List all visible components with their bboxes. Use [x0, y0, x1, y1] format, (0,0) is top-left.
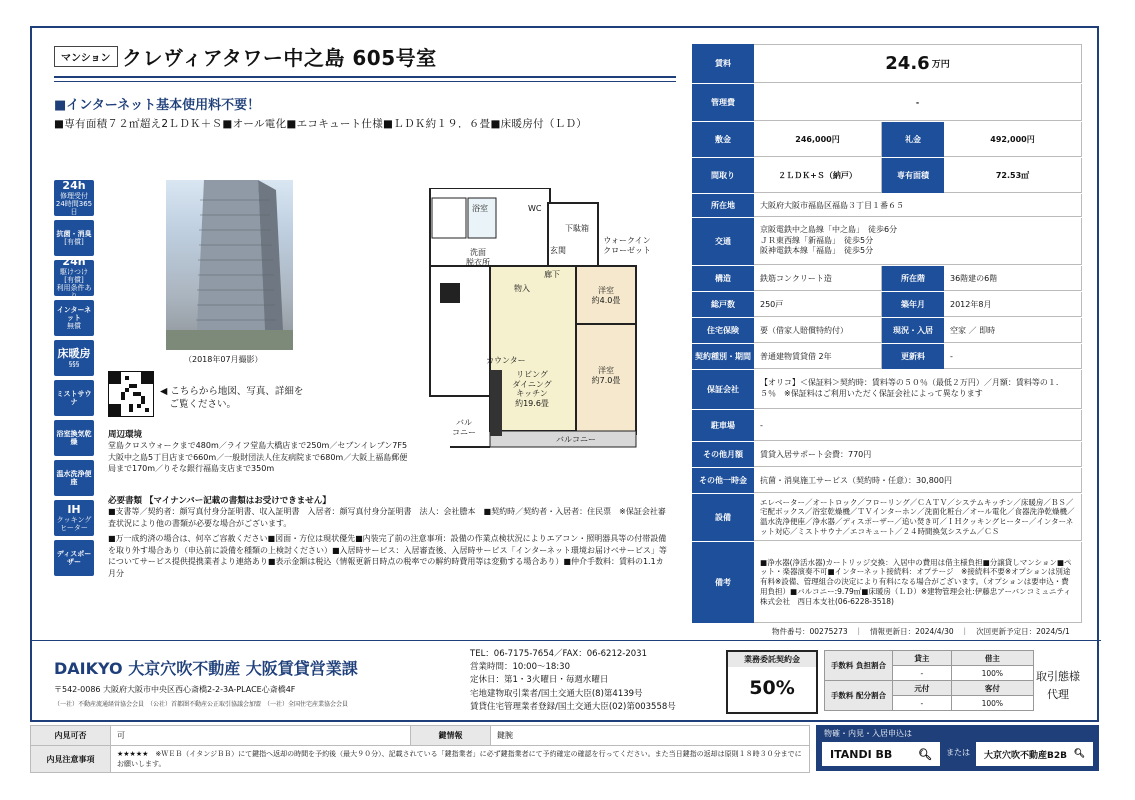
- icon-title: インターネット: [56, 305, 92, 322]
- company-logo: DAIKYO 大京穴吹不動産 大阪賃貸営業課: [54, 659, 358, 678]
- title-divider: [54, 76, 676, 78]
- property-type-tag: マンション: [54, 46, 118, 67]
- company-contact: TEL：06-7175-7654／FAX：06-6212-2031 営業時間：10:00～18:30 定休日：第1・3火曜日・毎週水曜日 宅地建物取引業者/国土交通大臣(8)第4139号 賃貸住宅管理業者登録/国土交通大臣(02)第003558号: [470, 649, 676, 712]
- insurance-label: 住宅保険: [692, 318, 754, 343]
- surroundings-text: 堂島クロスウォークまで480m／ライフ堂島大橋店まで250m／セブンイレブン7F5大阪中之島5丁目店まで660m／一般財団法人住友病院まで680m／大阪上福島郵便局まで170m／りそな銀行福島支店まで350m: [108, 441, 408, 474]
- transport-label: 交通: [692, 218, 754, 265]
- documents-notes: ■万一成約済の場合は、何卒ご容赦ください■図面・方位は現状優先■内装完了前の注意事項：設備の作業点検状況によりエアコン・照明器具等の付帯設備を取り外す場合あり（申込前に設備を種類の上検討ください）■入居時サービス：入居審査後、入居時サービス「インターネット環境お届けベサービス」等についてサービス提供提携業者より連絡あり■表示金額は税込（情報更新日時点の税率での解約時費用等は変動する場合あり）■仲介手数料：賃料の1.1カ月分: [108, 534, 667, 578]
- photo-caption: （2018年07月撮影）: [184, 355, 263, 364]
- icon-caption: [有償]: [64, 238, 84, 246]
- fee-label: 管理費: [692, 84, 754, 121]
- fee-distribution-table: [824, 650, 1034, 711]
- plan-corridor: 廊下: [544, 270, 560, 279]
- internet-icon: [54, 300, 94, 336]
- icon-caption: 駆けつけ [有償] 利用条件あり: [56, 268, 92, 301]
- renew-value: -: [944, 344, 1082, 369]
- units-label: 総戸数: [692, 292, 754, 317]
- documents-heading: 必要書類 【マイナンバー記載の書類はお受けできません】: [108, 496, 331, 506]
- icon-title: IH: [67, 502, 81, 516]
- property-meta: 物件番号：00275273 ｜ 情報更新日：2024/4/30 ｜ 次回更新予定日：2024/5/1: [772, 627, 1070, 636]
- washroom-dryer-icon: [54, 420, 94, 456]
- commission-box: [726, 650, 818, 714]
- icon-caption: クッキングヒーター: [56, 516, 92, 533]
- built-value: 2012年8月: [944, 292, 1082, 317]
- 24h-icon: [54, 180, 94, 216]
- footer-divider: [32, 640, 1101, 641]
- structure-label: 構造: [692, 266, 754, 291]
- motozuke-header: 元付: [893, 681, 952, 696]
- itandi-search-box[interactable]: [822, 742, 940, 766]
- other-monthly-label: その他月額: [692, 442, 754, 467]
- floor-heating-icon: [54, 340, 94, 376]
- surroundings-heading: 周辺環境: [108, 430, 143, 440]
- key-info-label: 鍵情報: [411, 726, 491, 746]
- units-value: 250戸: [754, 292, 882, 317]
- equipment-label: 設備: [692, 494, 754, 541]
- contract-label: 契約種別・期間: [692, 344, 754, 369]
- status-label: 現況・入居: [882, 318, 944, 343]
- icon-caption: 無償: [67, 322, 81, 331]
- icon-title: 抗菌・消臭: [56, 229, 92, 238]
- plan-storage: 物入: [514, 284, 530, 293]
- deposit-value: 246,000円: [754, 122, 882, 157]
- plan-closet: ウォークイン クローゼット: [603, 236, 651, 255]
- dist-kyaku: 100%: [951, 696, 1033, 711]
- antibacterial-icon: [54, 220, 94, 256]
- contract-value: 普通建物賃貸借 2年: [754, 344, 882, 369]
- icon-caption: 修理受付 24時間365日: [55, 192, 93, 217]
- address-value: 大阪府大阪市福島区福島３丁目１番６５: [754, 194, 1082, 217]
- burden-lessor: -: [893, 666, 952, 681]
- guarantee-label: 保証会社: [692, 370, 754, 409]
- built-label: 築年月: [882, 292, 944, 317]
- icon-title: 床暖房: [57, 346, 91, 360]
- qr-instructions: ◀ こちらから地図、写真、詳細を ご覧ください。: [160, 386, 304, 410]
- transport-value: 京阪電鉄中之島線「中之島」 徒歩6分 ＪＲ東西線「新福島」 徒歩5分 阪神電鉄本線「福島」 徒歩5分: [754, 218, 1082, 265]
- itandi-label: ITANDI BB: [830, 747, 893, 761]
- burden-lessee: 100%: [951, 666, 1033, 681]
- structure-value: 鉄筋コンクリート造: [754, 266, 882, 291]
- key-money-value: 492,000円: [944, 122, 1082, 157]
- layout-value: ２ＬＤＫ+Ｓ（納戸）: [754, 158, 882, 193]
- transaction-form: 取引態様 代理: [1036, 670, 1080, 701]
- parking-value: -: [754, 410, 1082, 441]
- property-title: クレヴィアタワー中之島 605号室: [122, 46, 437, 70]
- dist-moto: -: [893, 696, 952, 711]
- documents-text: ■支書等／契約者：顔写真付身分証明書、収入証明書 入居者：顔写真付身分証明書 法人：会社謄本 ■契約時／契約者・入居者：住民票 ※保証会社審査状況により他の書類が必要な場合がございます。: [108, 507, 666, 528]
- icon-title: ミストサウナ: [56, 389, 92, 406]
- area-value: 72.53㎡: [944, 158, 1082, 193]
- viewing-notes-label: 内見注意事項: [31, 746, 111, 773]
- deposit-label: 敷金: [692, 122, 754, 157]
- surroundings-section: [108, 428, 668, 475]
- guarantee-value: 【オリコ】＜保証料＞契約時：賃料等の５０％（最低２万円）／月額：賃料等の１．５％ ※保証料はご利用いただく保証会社によって異なります: [754, 370, 1082, 409]
- plan-entrance: 玄関: [550, 246, 566, 255]
- fee-value: -: [754, 84, 1082, 121]
- floor-value: 36階建の6階: [944, 266, 1082, 291]
- plan-western2: 洋室 約7.0畳: [591, 366, 621, 385]
- property-sheet: [30, 26, 1099, 722]
- plan-ldk: リビング ダイニング キッチン 約19.6畳: [512, 370, 552, 408]
- plan-toilet: WC: [528, 204, 542, 213]
- search-icon: 🔍︎: [1073, 749, 1085, 759]
- plan-bath: 浴室: [472, 204, 488, 213]
- search-icon: 🔍︎: [918, 747, 932, 761]
- title-divider-thin: [54, 81, 676, 82]
- or-text: または: [946, 748, 970, 757]
- icon-title: 24h: [62, 178, 86, 192]
- viewing-notes-value: ★★★★★ ※ＷＥＢ（イタンジＢＢ）にて鍵指へ返却の時間を予約後（最大９０分）、記載されている「鍵指業者」に必ず鍵指業者にて予約確定の確認を行ってください。また当日鍵指の返却は原則１８時３０分までにお願いします。: [111, 746, 810, 773]
- other-monthly-value: 賃貸入居サポート会費：770円: [754, 442, 1082, 467]
- building-photo: [166, 180, 293, 350]
- documents-section: [108, 494, 668, 580]
- kyakuzuke-header: 客付: [951, 681, 1033, 696]
- icon-title: ディスポーザー: [56, 549, 92, 566]
- plan-shoes: 下駄箱: [565, 224, 589, 233]
- floor-plan: [410, 188, 678, 448]
- insurance-value: 要（借家人賠償特約付）: [754, 318, 882, 343]
- plan-counter: カウンター: [486, 356, 526, 365]
- other-once-value: 抗菌・消臭施工サービス（契約時・任意）：30,800円: [754, 468, 1082, 493]
- itandi-heading: 物確・内見・入居申込は: [824, 729, 912, 738]
- address-label: 所在地: [692, 194, 754, 217]
- floor-label: 所在階: [882, 266, 944, 291]
- preview-value: 可: [111, 726, 411, 746]
- feature-list: ■専有面積７２㎡超え2ＬＤＫ＋Ｓ■オール電化■エコキュート仕様■ＬＤＫ約１９．６畳■床暖房付（ＬＤ）: [54, 118, 588, 130]
- status-value: 空家 ／ 即時: [944, 318, 1082, 343]
- other-once-label: その他一時金: [692, 468, 754, 493]
- washlet-icon: [54, 460, 94, 496]
- key-money-label: 礼金: [882, 122, 944, 157]
- commission-value: 50%: [749, 677, 795, 699]
- plan-balcony: バルコニー: [556, 435, 596, 444]
- company-address: 〒542-0086 大阪府大阪市中央区西心斎橋2-2-3A-PLACE心斎橋4F: [54, 685, 296, 694]
- icon-caption: §§§: [68, 360, 80, 369]
- burden-label: 手数料 負担割合: [825, 651, 893, 681]
- rent-unit: 万円: [931, 60, 950, 70]
- remarks-label: 備考: [692, 542, 754, 623]
- plan-western1: 洋室 約4.0畳: [591, 286, 621, 305]
- remarks-value: ■浄水器(浄活水器)カートリッジ交換：入居中の費用は借主様負担■分譲貸しマンション■ペット・楽器演奏不可■インターネット接続料：オプテージ ※接続料不要※オプションは別途有料※設備、管理組合の決定により有料になる場合がございます。（オプションは要申込・費用負担）■バルコニー:9.79㎡■床暖房（ＬＤ）※建物管理会社:伊藤忠アーバンコミュニティ株式会社 西日本支社(06-6228-3518): [754, 542, 1082, 623]
- layout-label: 間取り: [692, 158, 754, 193]
- distribution-label: 手数料 配分割合: [825, 681, 893, 711]
- parking-label: 駐車場: [692, 410, 754, 441]
- disposer-icon: [54, 540, 94, 576]
- icon-title: 24h: [62, 254, 86, 268]
- viewing-info-table: [30, 725, 810, 773]
- 24h-delivery-icon: [54, 254, 94, 301]
- renew-label: 更新料: [882, 344, 944, 369]
- plan-balcony2: バル コニー: [452, 418, 476, 437]
- qr-code[interactable]: [108, 371, 154, 417]
- area-label: 専有面積: [882, 158, 944, 193]
- b2b-label: 大京穴吹不動産B2B: [984, 750, 1067, 761]
- catch-copy: ■インターネット基本使用料不要！: [54, 98, 261, 113]
- itandi-panel: [816, 725, 1099, 771]
- company-associations: （一社）不動産流通経営協会会員 （公社）首都圏不動産公正取引協議会加盟 （一社）全国住宅産業協会会員: [54, 701, 349, 708]
- commission-heading: 業務委託契約金: [728, 652, 816, 667]
- preview-label: 内見可否: [31, 726, 111, 746]
- icon-title: 浴室換気乾燥: [56, 429, 92, 446]
- lessee-header: 借主: [951, 651, 1033, 666]
- icon-title: 温水洗浄便座: [56, 469, 92, 486]
- mist-sauna-icon: [54, 380, 94, 416]
- equipment-value: エレベーター／オートロック／フローリング／ＣＡＴＶ／システムキッチン／床暖房／ＢＳ／宅配ボックス／浴室乾燥機／ＴＶインターホン／洗面化粧台／オール電化／食器洗浄乾燥機／温水洗浄便座／浄水器／ディスポーザー／追い焚き可／ＩＨクッキングヒーター／インターネット対応／ミストサウナ／エコキュート／２４時間換気システム／ＣＳ: [754, 494, 1082, 541]
- key-info-value: 鍵腕: [491, 726, 810, 746]
- ih-icon: [54, 500, 94, 536]
- plan-washroom: 洗面 脱衣所: [466, 248, 490, 267]
- rent-label: 賃料: [692, 44, 754, 83]
- b2b-search-box[interactable]: [976, 742, 1093, 766]
- lessor-header: 貸主: [893, 651, 952, 666]
- rent-value: 24.6: [885, 53, 930, 74]
